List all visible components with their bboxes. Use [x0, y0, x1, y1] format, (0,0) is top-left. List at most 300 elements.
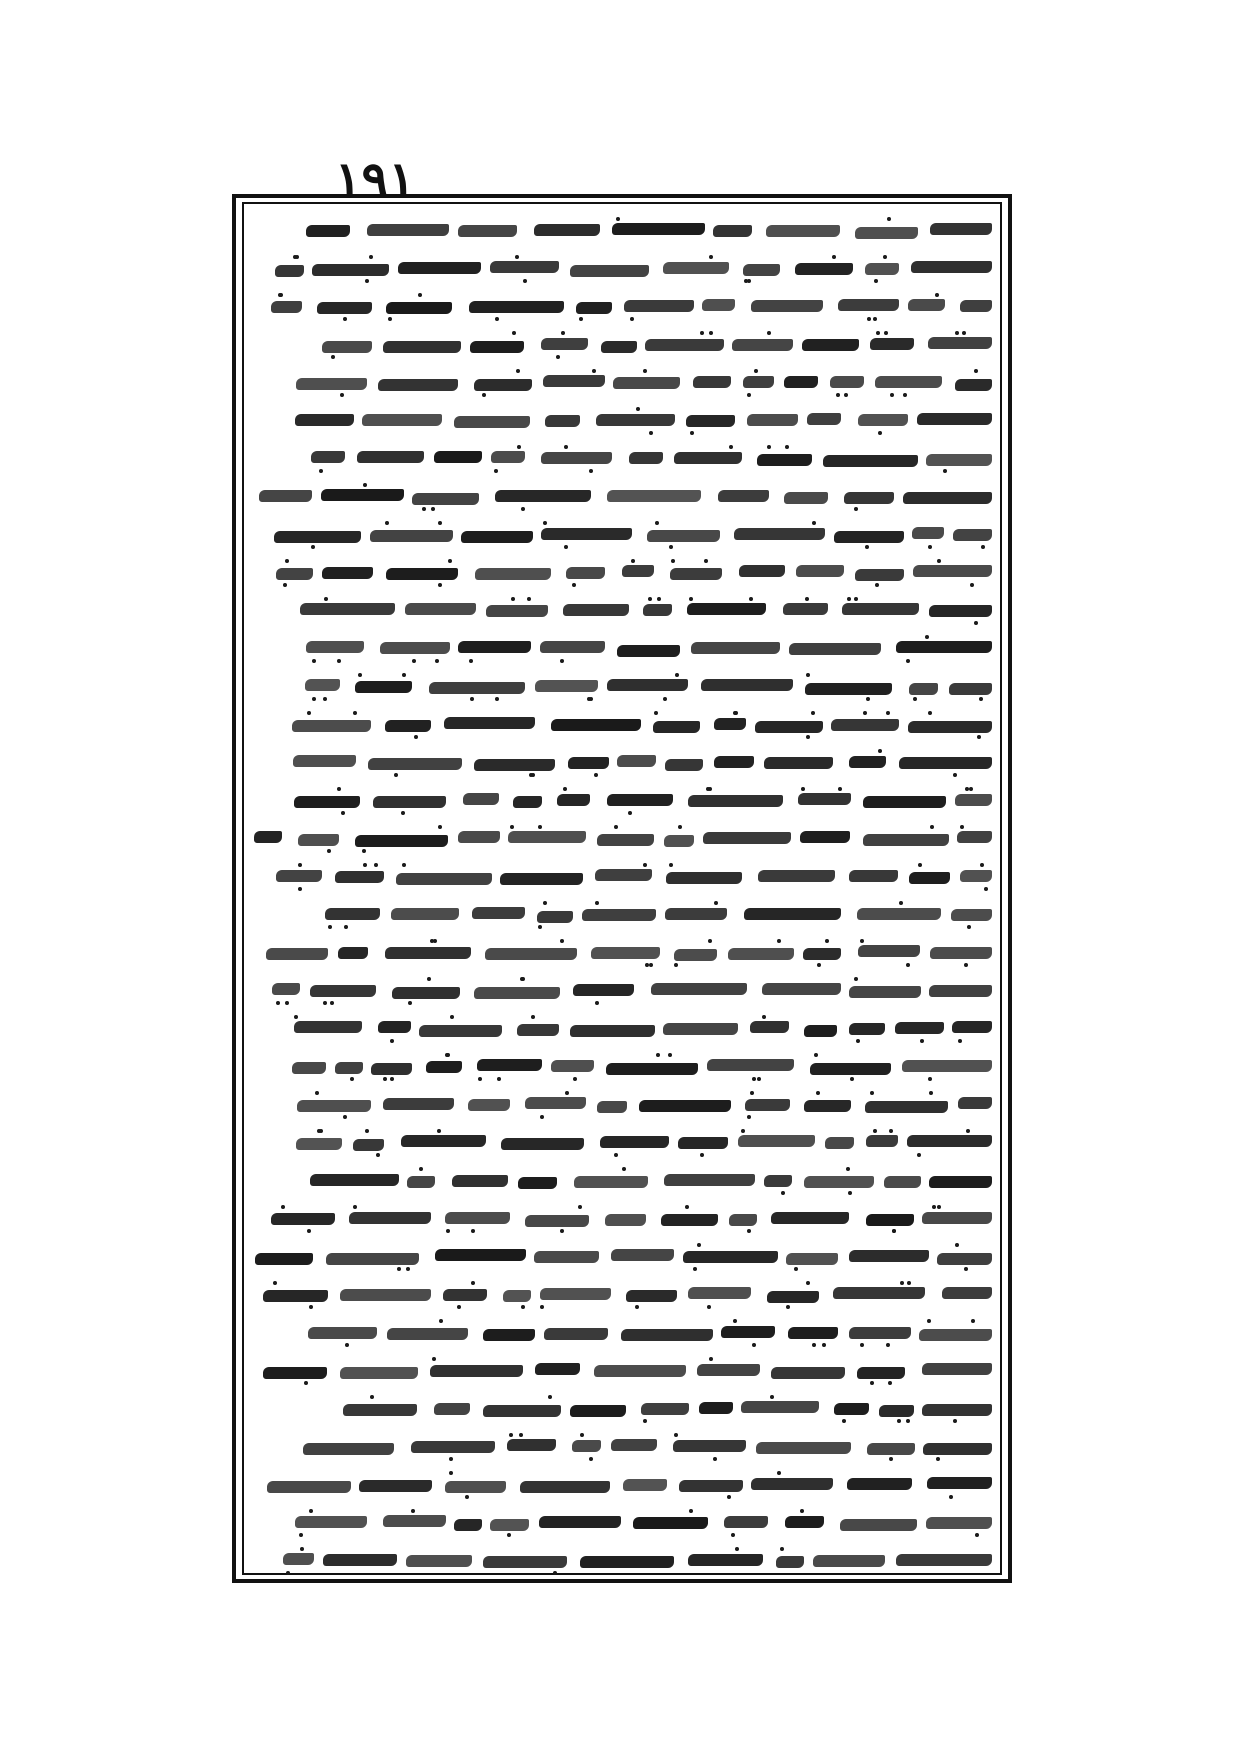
- text-dot-shape: [971, 1319, 975, 1323]
- text-word-shape: [703, 832, 791, 844]
- text-dot-shape: [729, 445, 733, 449]
- text-dot-shape: [414, 735, 418, 739]
- text-word-shape: [766, 225, 840, 237]
- text-dot-shape: [427, 977, 431, 981]
- text-dot-shape: [353, 1205, 357, 1209]
- text-word-shape: [266, 948, 328, 960]
- text-dot-shape: [402, 673, 406, 677]
- text-word-shape: [784, 492, 828, 504]
- text-word-shape: [359, 1480, 432, 1492]
- text-word-shape: [458, 831, 500, 843]
- text-word-shape: [535, 680, 598, 692]
- text-dot-shape: [955, 1243, 959, 1247]
- text-word-shape: [551, 1060, 594, 1072]
- body-text-line: [252, 782, 992, 820]
- text-word-shape: [744, 908, 841, 920]
- text-word-shape: [622, 565, 654, 577]
- text-dot-shape: [777, 939, 781, 943]
- text-word-shape: [551, 719, 641, 731]
- text-word-shape: [678, 1137, 728, 1149]
- text-dot-shape: [870, 1381, 874, 1385]
- text-dot-shape: [685, 1205, 689, 1209]
- text-dot-shape: [925, 635, 929, 639]
- text-word-shape: [411, 1441, 495, 1453]
- text-word-shape: [292, 1062, 326, 1074]
- text-word-shape: [517, 1024, 559, 1036]
- text-dot-shape: [953, 773, 957, 777]
- text-word-shape: [474, 987, 560, 999]
- text-dot-shape: [674, 1433, 678, 1437]
- text-word-shape: [541, 338, 588, 350]
- text-word-shape: [300, 603, 395, 615]
- text-word-shape: [870, 338, 914, 350]
- text-word-shape: [539, 1516, 621, 1528]
- text-dot-shape: [663, 697, 667, 701]
- text-word-shape: [483, 1405, 561, 1417]
- text-word-shape: [913, 565, 992, 577]
- text-word-shape: [688, 1554, 763, 1566]
- text-dot-shape: [949, 1495, 953, 1499]
- text-dot-shape: [669, 545, 673, 549]
- text-word-shape: [903, 492, 992, 504]
- text-dot-shape: [307, 711, 311, 715]
- text-dot-shape: [747, 393, 751, 397]
- text-word-shape: [474, 379, 532, 391]
- text-dot-shape: [806, 673, 810, 677]
- text-dot-shape: [628, 811, 632, 815]
- text-word-shape: [896, 641, 992, 653]
- text-dot-shape: [777, 1471, 781, 1475]
- text-dot-shape: [328, 925, 332, 929]
- text-word-shape: [507, 1439, 556, 1451]
- text-word-shape: [597, 1101, 627, 1113]
- text-word-shape: [322, 567, 373, 579]
- text-word-shape: [312, 264, 389, 276]
- text-dot-shape: [331, 355, 335, 359]
- body-text-line: [252, 1048, 992, 1086]
- text-word-shape: [738, 1135, 815, 1147]
- text-dot-shape: [564, 445, 568, 449]
- text-word-shape: [783, 603, 828, 615]
- text-word-shape: [508, 831, 586, 843]
- text-dot-shape: [733, 1319, 737, 1323]
- text-word-shape: [321, 489, 404, 501]
- text-word-shape: [919, 1329, 992, 1341]
- text-word-shape: [486, 605, 548, 617]
- text-dot-shape: [471, 1229, 475, 1233]
- text-word-shape: [387, 1328, 468, 1340]
- text-word-shape: [340, 1289, 431, 1301]
- text-word-shape: [383, 341, 461, 353]
- text-word-shape: [899, 757, 992, 769]
- text-dot-shape: [674, 963, 678, 967]
- text-dot-shape: [520, 977, 524, 981]
- text-dot-shape: [762, 1015, 766, 1019]
- text-word-shape: [807, 413, 841, 425]
- text-dot-shape: [643, 863, 647, 867]
- text-word-shape: [378, 1021, 411, 1033]
- text-dot-shape: [295, 255, 299, 259]
- text-dot-shape: [890, 393, 894, 397]
- text-dot-shape: [943, 469, 947, 473]
- text-dot-shape: [848, 1191, 852, 1195]
- text-word-shape: [452, 1175, 508, 1187]
- text-word-shape: [833, 1287, 925, 1299]
- text-word-shape: [629, 452, 663, 464]
- text-dot-shape: [897, 1419, 901, 1423]
- text-dot-shape: [317, 1129, 321, 1133]
- text-word-shape: [866, 1135, 898, 1147]
- text-dot-shape: [435, 659, 439, 663]
- text-dot-shape: [312, 697, 316, 701]
- text-word-shape: [259, 490, 312, 502]
- text-dot-shape: [563, 787, 567, 791]
- text-word-shape: [310, 985, 376, 997]
- text-dot-shape: [854, 507, 858, 511]
- text-dot-shape: [358, 673, 362, 677]
- text-word-shape: [445, 1481, 506, 1493]
- text-dot-shape: [727, 1495, 731, 1499]
- text-dot-shape: [812, 1343, 816, 1347]
- text-word-shape: [674, 949, 717, 961]
- text-dot-shape: [649, 431, 653, 435]
- text-word-shape: [534, 224, 600, 236]
- text-dot-shape: [560, 1229, 564, 1233]
- text-word-shape: [926, 454, 992, 466]
- text-dot-shape: [286, 1571, 290, 1575]
- text-word-shape: [340, 1367, 418, 1379]
- text-dot-shape: [960, 825, 964, 829]
- text-word-shape: [958, 1097, 992, 1109]
- text-dot-shape: [390, 1039, 394, 1043]
- text-word-shape: [306, 225, 350, 237]
- text-dot-shape: [446, 1229, 450, 1233]
- text-word-shape: [383, 1098, 454, 1110]
- text-dot-shape: [714, 901, 718, 905]
- text-dot-shape: [580, 1433, 584, 1437]
- text-dot-shape: [283, 583, 287, 587]
- text-dot-shape: [903, 393, 907, 397]
- text-dot-shape: [655, 521, 659, 525]
- text-dot-shape: [906, 659, 910, 663]
- text-word-shape: [472, 907, 525, 919]
- text-word-shape: [857, 1367, 905, 1379]
- text-dot-shape: [622, 1167, 626, 1171]
- text-word-shape: [626, 1290, 677, 1302]
- text-word-shape: [540, 641, 605, 653]
- text-dot-shape: [579, 317, 583, 321]
- text-dot-shape: [836, 393, 840, 397]
- text-word-shape: [371, 1063, 412, 1075]
- text-dot-shape: [806, 1281, 810, 1285]
- body-text-line: [252, 250, 992, 288]
- text-dot-shape: [752, 1077, 756, 1081]
- body-text-line: [252, 1314, 992, 1352]
- text-word-shape: [491, 451, 525, 463]
- text-word-shape: [310, 1174, 399, 1186]
- text-dot-shape: [370, 1395, 374, 1399]
- text-word-shape: [607, 794, 673, 806]
- text-dot-shape: [411, 1509, 415, 1513]
- text-dot-shape: [343, 317, 347, 321]
- text-word-shape: [596, 414, 675, 426]
- text-dot-shape: [966, 1129, 970, 1133]
- text-word-shape: [580, 1556, 674, 1568]
- text-word-shape: [683, 1251, 778, 1263]
- body-text-line: [252, 1428, 992, 1466]
- text-dot-shape: [465, 1495, 469, 1499]
- text-dot-shape: [856, 1039, 860, 1043]
- text-word-shape: [912, 527, 944, 539]
- text-dot-shape: [749, 597, 753, 601]
- text-word-shape: [434, 1403, 470, 1415]
- text-word-shape: [647, 530, 720, 542]
- text-word-shape: [483, 1556, 567, 1568]
- text-word-shape: [605, 1214, 646, 1226]
- text-dot-shape: [918, 863, 922, 867]
- body-text-line: [252, 402, 992, 440]
- text-dot-shape: [538, 925, 542, 929]
- text-dot-shape: [709, 1357, 713, 1361]
- text-word-shape: [470, 341, 524, 353]
- text-word-shape: [325, 908, 380, 920]
- text-dot-shape: [700, 331, 704, 335]
- text-dot-shape: [523, 279, 527, 283]
- text-word-shape: [391, 908, 459, 920]
- text-dot-shape: [935, 293, 939, 297]
- text-word-shape: [728, 948, 794, 960]
- text-word-shape: [385, 720, 431, 732]
- text-dot-shape: [565, 1091, 569, 1095]
- text-word-shape: [699, 1402, 733, 1414]
- text-word-shape: [643, 604, 672, 616]
- text-dot-shape: [786, 1305, 790, 1309]
- text-word-shape: [729, 1214, 757, 1226]
- text-word-shape: [594, 1365, 686, 1377]
- body-text-line: [252, 1390, 992, 1428]
- text-word-shape: [788, 1327, 838, 1339]
- text-word-shape: [543, 375, 605, 387]
- text-dot-shape: [874, 279, 878, 283]
- text-word-shape: [591, 947, 660, 959]
- text-word-shape: [495, 490, 591, 502]
- text-word-shape: [750, 1021, 789, 1033]
- text-dot-shape: [785, 445, 789, 449]
- text-dot-shape: [937, 1205, 941, 1209]
- text-word-shape: [296, 1138, 342, 1150]
- text-word-shape: [800, 831, 850, 843]
- text-word-shape: [858, 945, 920, 957]
- text-word-shape: [255, 1253, 313, 1265]
- text-word-shape: [311, 451, 345, 463]
- text-dot-shape: [315, 1091, 319, 1095]
- text-dot-shape: [678, 825, 682, 829]
- text-dot-shape: [330, 1001, 334, 1005]
- text-word-shape: [595, 869, 652, 881]
- text-dot-shape: [781, 1191, 785, 1195]
- text-dot-shape: [507, 1533, 511, 1537]
- text-word-shape: [805, 683, 892, 695]
- text-dot-shape: [281, 1205, 285, 1209]
- text-dot-shape: [298, 863, 302, 867]
- text-word-shape: [734, 528, 825, 540]
- text-word-shape: [426, 1061, 462, 1073]
- text-dot-shape: [478, 1077, 482, 1081]
- text-word-shape: [254, 831, 282, 843]
- text-dot-shape: [341, 811, 345, 815]
- text-word-shape: [732, 339, 793, 351]
- text-word-shape: [810, 1063, 891, 1075]
- text-dot-shape: [794, 1267, 798, 1271]
- text-dot-shape: [817, 963, 821, 967]
- text-word-shape: [804, 1100, 851, 1112]
- text-dot-shape: [385, 521, 389, 525]
- text-word-shape: [849, 1250, 929, 1262]
- text-word-shape: [930, 223, 992, 235]
- text-dot-shape: [812, 521, 816, 525]
- text-dot-shape: [438, 521, 442, 525]
- text-dot-shape: [801, 787, 805, 791]
- text-word-shape: [469, 301, 564, 313]
- text-word-shape: [500, 873, 583, 885]
- text-word-shape: [544, 1328, 608, 1340]
- text-word-shape: [271, 301, 302, 313]
- text-word-shape: [718, 490, 769, 502]
- text-dot-shape: [511, 597, 515, 601]
- text-word-shape: [751, 1478, 833, 1490]
- text-dot-shape: [767, 331, 771, 335]
- text-word-shape: [857, 908, 941, 920]
- text-word-shape: [762, 983, 841, 995]
- text-dot-shape: [873, 317, 877, 321]
- text-dot-shape: [433, 939, 437, 943]
- text-word-shape: [412, 493, 479, 505]
- text-dot-shape: [470, 697, 474, 701]
- text-dot-shape: [816, 1091, 820, 1095]
- text-word-shape: [607, 490, 701, 502]
- text-word-shape: [272, 983, 300, 995]
- text-word-shape: [863, 796, 946, 808]
- text-dot-shape: [974, 621, 978, 625]
- text-dot-shape: [878, 749, 882, 753]
- text-word-shape: [485, 948, 577, 960]
- text-word-shape: [326, 1253, 419, 1265]
- text-dot-shape: [917, 1153, 921, 1157]
- text-dot-shape: [928, 1077, 932, 1081]
- text-dot-shape: [482, 393, 486, 397]
- text-word-shape: [518, 1177, 557, 1189]
- text-word-shape: [343, 1404, 417, 1416]
- text-dot-shape: [883, 255, 887, 259]
- text-dot-shape: [285, 1001, 289, 1005]
- body-text-line: [252, 1352, 992, 1390]
- text-word-shape: [858, 414, 908, 426]
- text-word-shape: [764, 1175, 792, 1187]
- text-word-shape: [785, 1516, 824, 1528]
- text-word-shape: [355, 681, 412, 693]
- text-dot-shape: [636, 407, 640, 411]
- text-word-shape: [679, 1480, 743, 1492]
- text-word-shape: [283, 1553, 314, 1565]
- text-dot-shape: [865, 545, 869, 549]
- text-dot-shape: [707, 1305, 711, 1309]
- text-word-shape: [663, 1023, 738, 1035]
- text-dot-shape: [307, 1229, 311, 1233]
- text-dot-shape: [854, 977, 858, 981]
- text-word-shape: [298, 834, 339, 846]
- text-dot-shape: [350, 1077, 354, 1081]
- text-word-shape: [308, 1327, 377, 1339]
- text-word-shape: [758, 870, 835, 882]
- body-text-line: [252, 516, 992, 554]
- text-word-shape: [429, 682, 525, 694]
- text-word-shape: [664, 835, 694, 847]
- text-dot-shape: [337, 787, 341, 791]
- text-dot-shape: [494, 469, 498, 473]
- text-dot-shape: [363, 483, 367, 487]
- text-dot-shape: [510, 825, 514, 829]
- text-dot-shape: [519, 1433, 523, 1437]
- text-word-shape: [477, 1059, 542, 1071]
- text-dot-shape: [437, 1129, 441, 1133]
- text-word-shape: [867, 1443, 915, 1455]
- text-dot-shape: [876, 331, 880, 335]
- text-dot-shape: [512, 331, 516, 335]
- text-dot-shape: [735, 1547, 739, 1551]
- text-dot-shape: [822, 1343, 826, 1347]
- text-word-shape: [490, 261, 559, 273]
- text-word-shape: [611, 1249, 674, 1261]
- text-word-shape: [673, 1440, 746, 1452]
- text-word-shape: [443, 1289, 487, 1301]
- text-dot-shape: [323, 697, 327, 701]
- text-dot-shape: [878, 431, 882, 435]
- text-dot-shape: [299, 1533, 303, 1537]
- text-word-shape: [597, 834, 654, 846]
- text-dot-shape: [900, 1281, 904, 1285]
- text-word-shape: [641, 1403, 689, 1415]
- text-dot-shape: [656, 1053, 660, 1057]
- text-word-shape: [756, 1442, 851, 1454]
- text-word-shape: [875, 376, 942, 388]
- body-text-line: [252, 364, 992, 402]
- text-word-shape: [653, 721, 700, 733]
- text-word-shape: [380, 642, 450, 654]
- body-text-line: [252, 820, 992, 858]
- text-dot-shape: [573, 1077, 577, 1081]
- text-dot-shape: [928, 711, 932, 715]
- text-word-shape: [362, 414, 442, 426]
- text-dot-shape: [648, 597, 652, 601]
- text-word-shape: [960, 870, 992, 882]
- text-word-shape: [830, 376, 864, 388]
- body-text-line: [252, 1010, 992, 1048]
- text-word-shape: [957, 831, 992, 843]
- text-word-shape: [349, 1212, 431, 1224]
- text-dot-shape: [311, 545, 315, 549]
- text-word-shape: [849, 756, 886, 768]
- text-dot-shape: [365, 279, 369, 283]
- text-word-shape: [573, 984, 634, 996]
- text-dot-shape: [888, 1381, 892, 1385]
- text-word-shape: [691, 642, 780, 654]
- text-word-shape: [929, 1176, 992, 1188]
- text-dot-shape: [930, 825, 934, 829]
- text-dot-shape: [979, 697, 983, 701]
- text-dot-shape: [560, 659, 564, 663]
- text-dot-shape: [616, 217, 620, 221]
- text-dot-shape: [543, 901, 547, 905]
